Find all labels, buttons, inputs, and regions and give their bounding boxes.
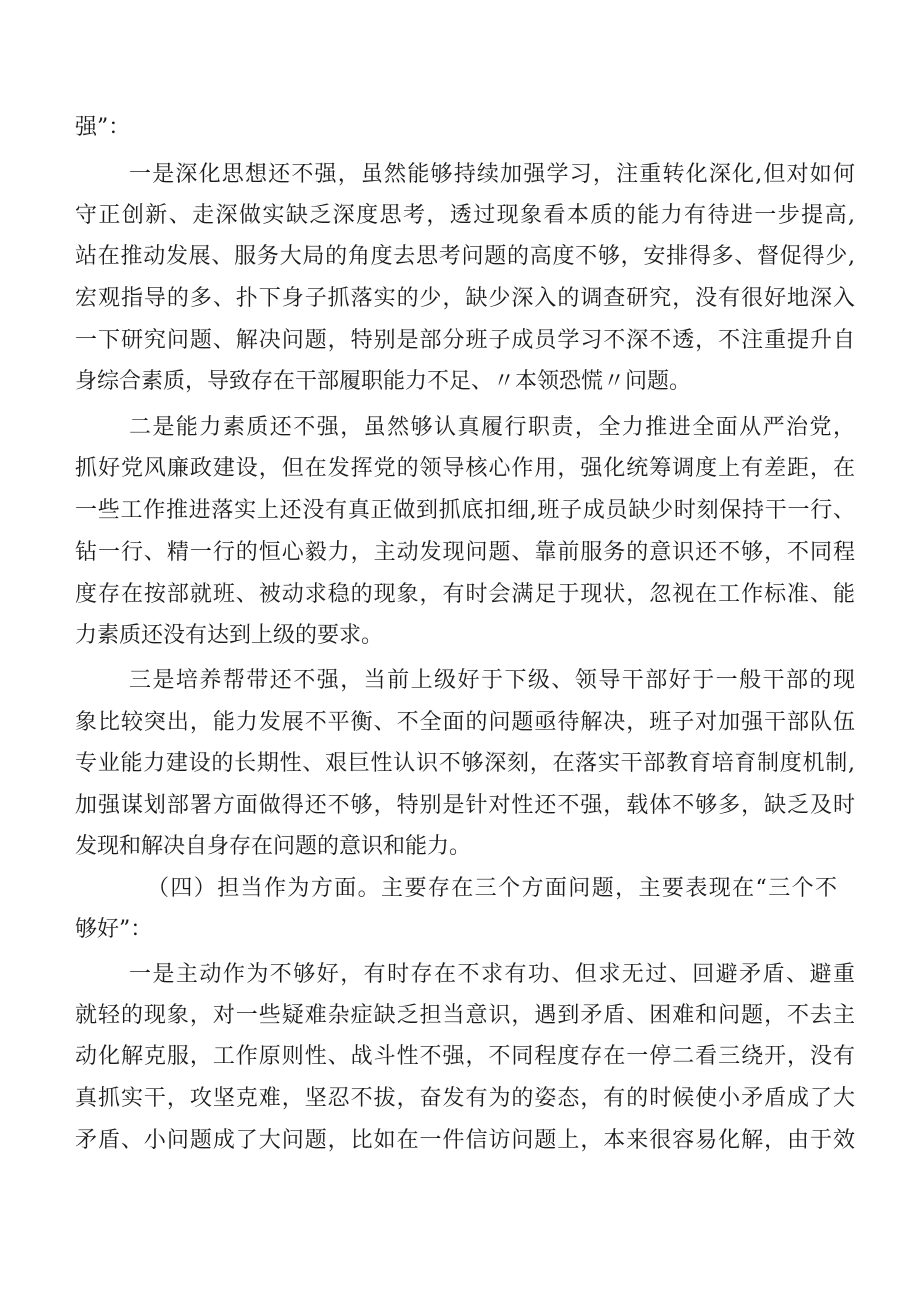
text-line: 真抓实干，攻坚克难，坚忍不拔，奋发有为的姿态，有的时候使小矛盾成了大 xyxy=(75,1086,855,1111)
text-line: 象比较突出，能力发展不平衡、不全面的问题亟待解决，班子对加强干部队伍 xyxy=(75,710,855,735)
text-line: 就轻的现象，对一些疑难杂症缺乏担当意识，遇到矛盾、困难和问题，不去主 xyxy=(75,1003,855,1028)
text-line: 抓好党风廉政建设，但在发挥党的领导核心作用，强化统筹调度上有差距，在 xyxy=(75,456,855,481)
text-line: 矛盾、小问题成了大问题，比如在一件信访问题上，本来很容易化解，由于效 xyxy=(75,1128,855,1153)
section-heading: （四）担当作为方面。主要存在三个方面问题，主要表现在“三个不 xyxy=(147,876,837,901)
text-line: 一是深化思想还不强，虽然能够持续加强学习，注重转化深化,但对如何 xyxy=(129,162,855,187)
text-line: 站在推动发展、服务大局的角度去思考问题的高度不够，安排得多、督促得少, xyxy=(75,244,855,269)
text-line: 发现和解决自身存在问题的意识和能力。 xyxy=(75,834,472,859)
text-line: 强”： xyxy=(75,115,131,140)
text-line: 三是培养帮带还不强，当前上级好于下级、领导干部好于一般干部的现 xyxy=(129,668,855,693)
text-line: 专业能力建设的长期性、艰巨性认识不够深刻，在落实干部教育培育制度机制, xyxy=(75,751,855,776)
text-line: 身综合素质，导致存在干部履职能力不足、〃本领恐慌〃问题。 xyxy=(75,369,692,394)
text-line: 力素质还没有达到上级的要求。 xyxy=(75,623,384,648)
text-line: 动化解克服，工作原则性、战斗性不强，不同程度存在一停二看三绕开，没有 xyxy=(75,1044,855,1069)
text-line: 加强谋划部署方面做得还不够，特别是针对性还不强，载体不够多，缺乏及时 xyxy=(75,793,855,818)
text-line: 一些工作推进落实上还没有真正做到抓底扣细,班子成员缺少时刻保持干一行、 xyxy=(75,498,855,523)
text-line: 守正创新、走深做实缺乏深度思考，透过现象看本质的能力有待进一步提高, xyxy=(75,203,855,228)
text-line: 二是能力素质还不强，虽然够认真履行职责，全力推进全面从严治党， xyxy=(129,415,855,440)
text-line: 度存在按部就班、被动求稳的现象，有时会满足于现状，忽视在工作标准、能 xyxy=(75,582,855,607)
text-line: 宏观指导的多、扑下身子抓落实的少，缺少深入的调查研究，没有很好地深入 xyxy=(75,286,855,311)
section-heading: 够好”： xyxy=(75,917,153,942)
text-line: 钻一行、精一行的恒心毅力，主动发现问题、靠前服务的意识还不够，不同程 xyxy=(75,540,855,565)
text-line: 一下研究问题、解决问题，特别是部分班子成员学习不深不透，不注重提升自 xyxy=(75,328,855,353)
text-line: 一是主动作为不够好，有时存在不求有功、但求无过、回避矛盾、避重 xyxy=(129,962,855,987)
